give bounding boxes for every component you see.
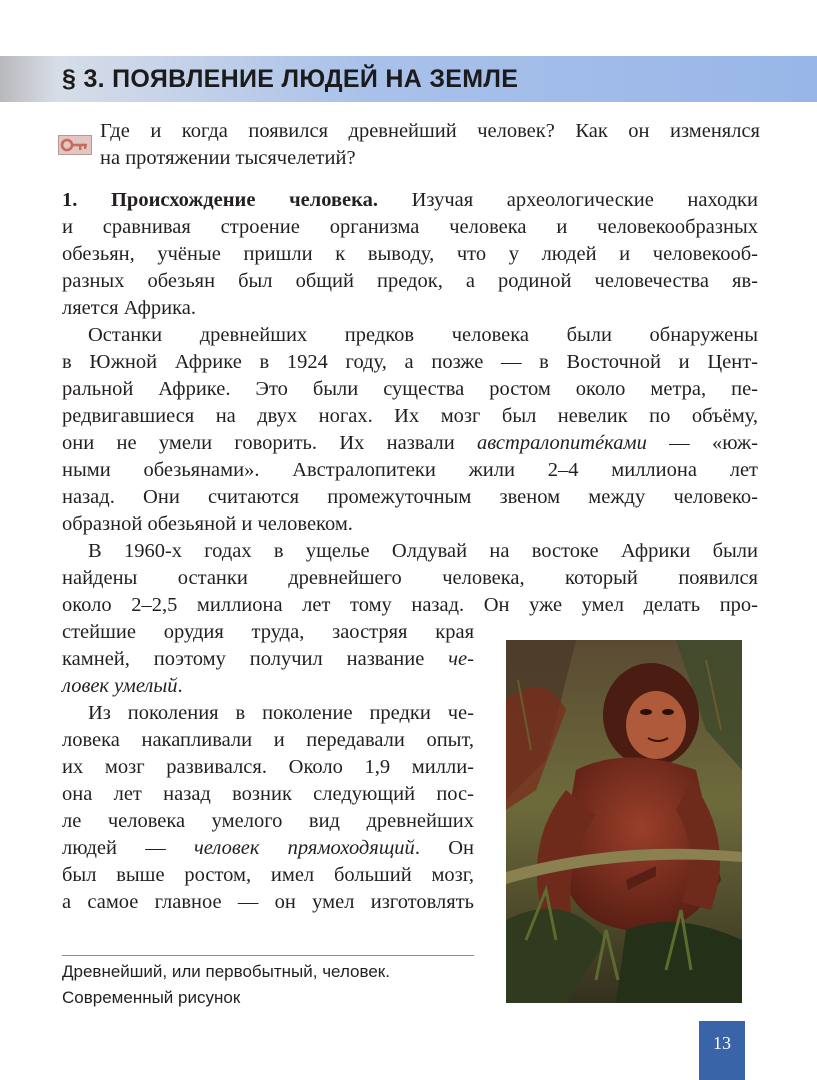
text-run: . [177, 675, 183, 697]
paragraph-line: стейшие орудия труда, заостряя края [62, 621, 474, 643]
paragraph-homo-habilis [62, 619, 474, 700]
paragraph-line: ральной Африке. Это были существа ростом около метра, пе- [62, 378, 758, 400]
text-run: камней, поэтому получил название [62, 648, 449, 670]
paragraph-line [62, 187, 758, 214]
paragraph-line: их мозг развивался. Около 1,9 милли- [62, 756, 474, 778]
paragraph-line: а самое главное — он умел изготовлять [62, 891, 474, 913]
intro-line: Где и когда появился древнейший человек? Как он изменялся [100, 120, 760, 142]
paragraph-line: в Южной Африке в 1924 году, а позже — в Восточной и Цент- [62, 351, 758, 373]
key-icon [58, 135, 92, 155]
text-run: людей — [62, 837, 195, 859]
paragraph-line: В 1960-х годах в ущелье Олдувай на востоке Африки были [88, 540, 758, 562]
paragraph-line: найдены останки древнейшего человека, который появился [62, 567, 758, 589]
term-homo-habilis: ловек умелый [62, 675, 178, 697]
paragraph-line: был выше ростом, имел больший мозг, [62, 864, 474, 886]
paragraph-line [62, 646, 474, 673]
intro-question [100, 118, 760, 172]
term-homo-erectus: человек прямоходящий [194, 837, 415, 859]
paragraph-line: и сравнивая строение организма человека и человекообразных [62, 216, 758, 238]
paragraph-line: она лет назад возник следующий пос- [62, 783, 474, 805]
caption-line: Современный рисунок [62, 988, 241, 1007]
figure-caption [62, 959, 482, 1011]
paragraph-line: ловека накапливали и передавали опыт, [62, 729, 474, 751]
section-heading: 1. Происхождение человека. [62, 189, 379, 211]
paragraph-line: образной обезьяной и человеком. [62, 513, 353, 535]
term-australopithecus: австралопитéками [477, 432, 647, 454]
paragraph-line: ными обезьянами». Австралопитеки жили 2–4 миллиона лет [62, 459, 758, 481]
paragraph-line [62, 835, 474, 862]
intro-line: на протяжении тысячелетий? [100, 147, 356, 169]
text-run: Изучая археологические находки [411, 189, 758, 211]
text-run: — «юж- [646, 432, 758, 454]
early-human-illustration [506, 640, 742, 1003]
paragraph-origin [62, 187, 758, 322]
caption-line: Древнейший, или первобытный, человек. [62, 962, 390, 981]
text-run: . Он [414, 837, 474, 859]
paragraph-line: около 2–2,5 миллиона лет тому назад. Он уже умел делать про- [62, 594, 758, 616]
caption-divider [62, 955, 474, 956]
paragraph-line: назад. Они считаются промежуточным звеном между человеко- [62, 486, 758, 508]
paragraph-line: ле человека умелого вид древнейших [62, 810, 474, 832]
paragraph-line: редвигавшиеся на двух ногах. Их мозг был невелик по объёму, [62, 405, 758, 427]
paragraph-line: Останки древнейших предков человека были обнаружены [88, 324, 758, 346]
paragraph-line: обезьян, учёные пришли к выводу, что у людей и человекооб- [62, 243, 758, 265]
section-title: § 3. ПОЯВЛЕНИЕ ЛЮДЕЙ НА ЗЕМЛЕ [62, 65, 519, 93]
paragraph-australopithecus [62, 322, 758, 538]
paragraph-olduvai [62, 538, 758, 619]
paragraph-line [62, 673, 474, 700]
paragraph-line: ляется Африка. [62, 297, 197, 319]
paragraph-line [62, 430, 758, 457]
paragraph-line: разных обезьян был общий предок, а родиной человечества яв- [62, 270, 758, 292]
paragraph-homo-erectus [62, 700, 474, 916]
paragraph-line: Из поколения в поколение предки че- [88, 702, 474, 724]
text-run: они не умели говорить. Их назвали [62, 432, 478, 454]
page-number: 13 [699, 1021, 745, 1080]
term-fragment: че- [448, 648, 474, 670]
